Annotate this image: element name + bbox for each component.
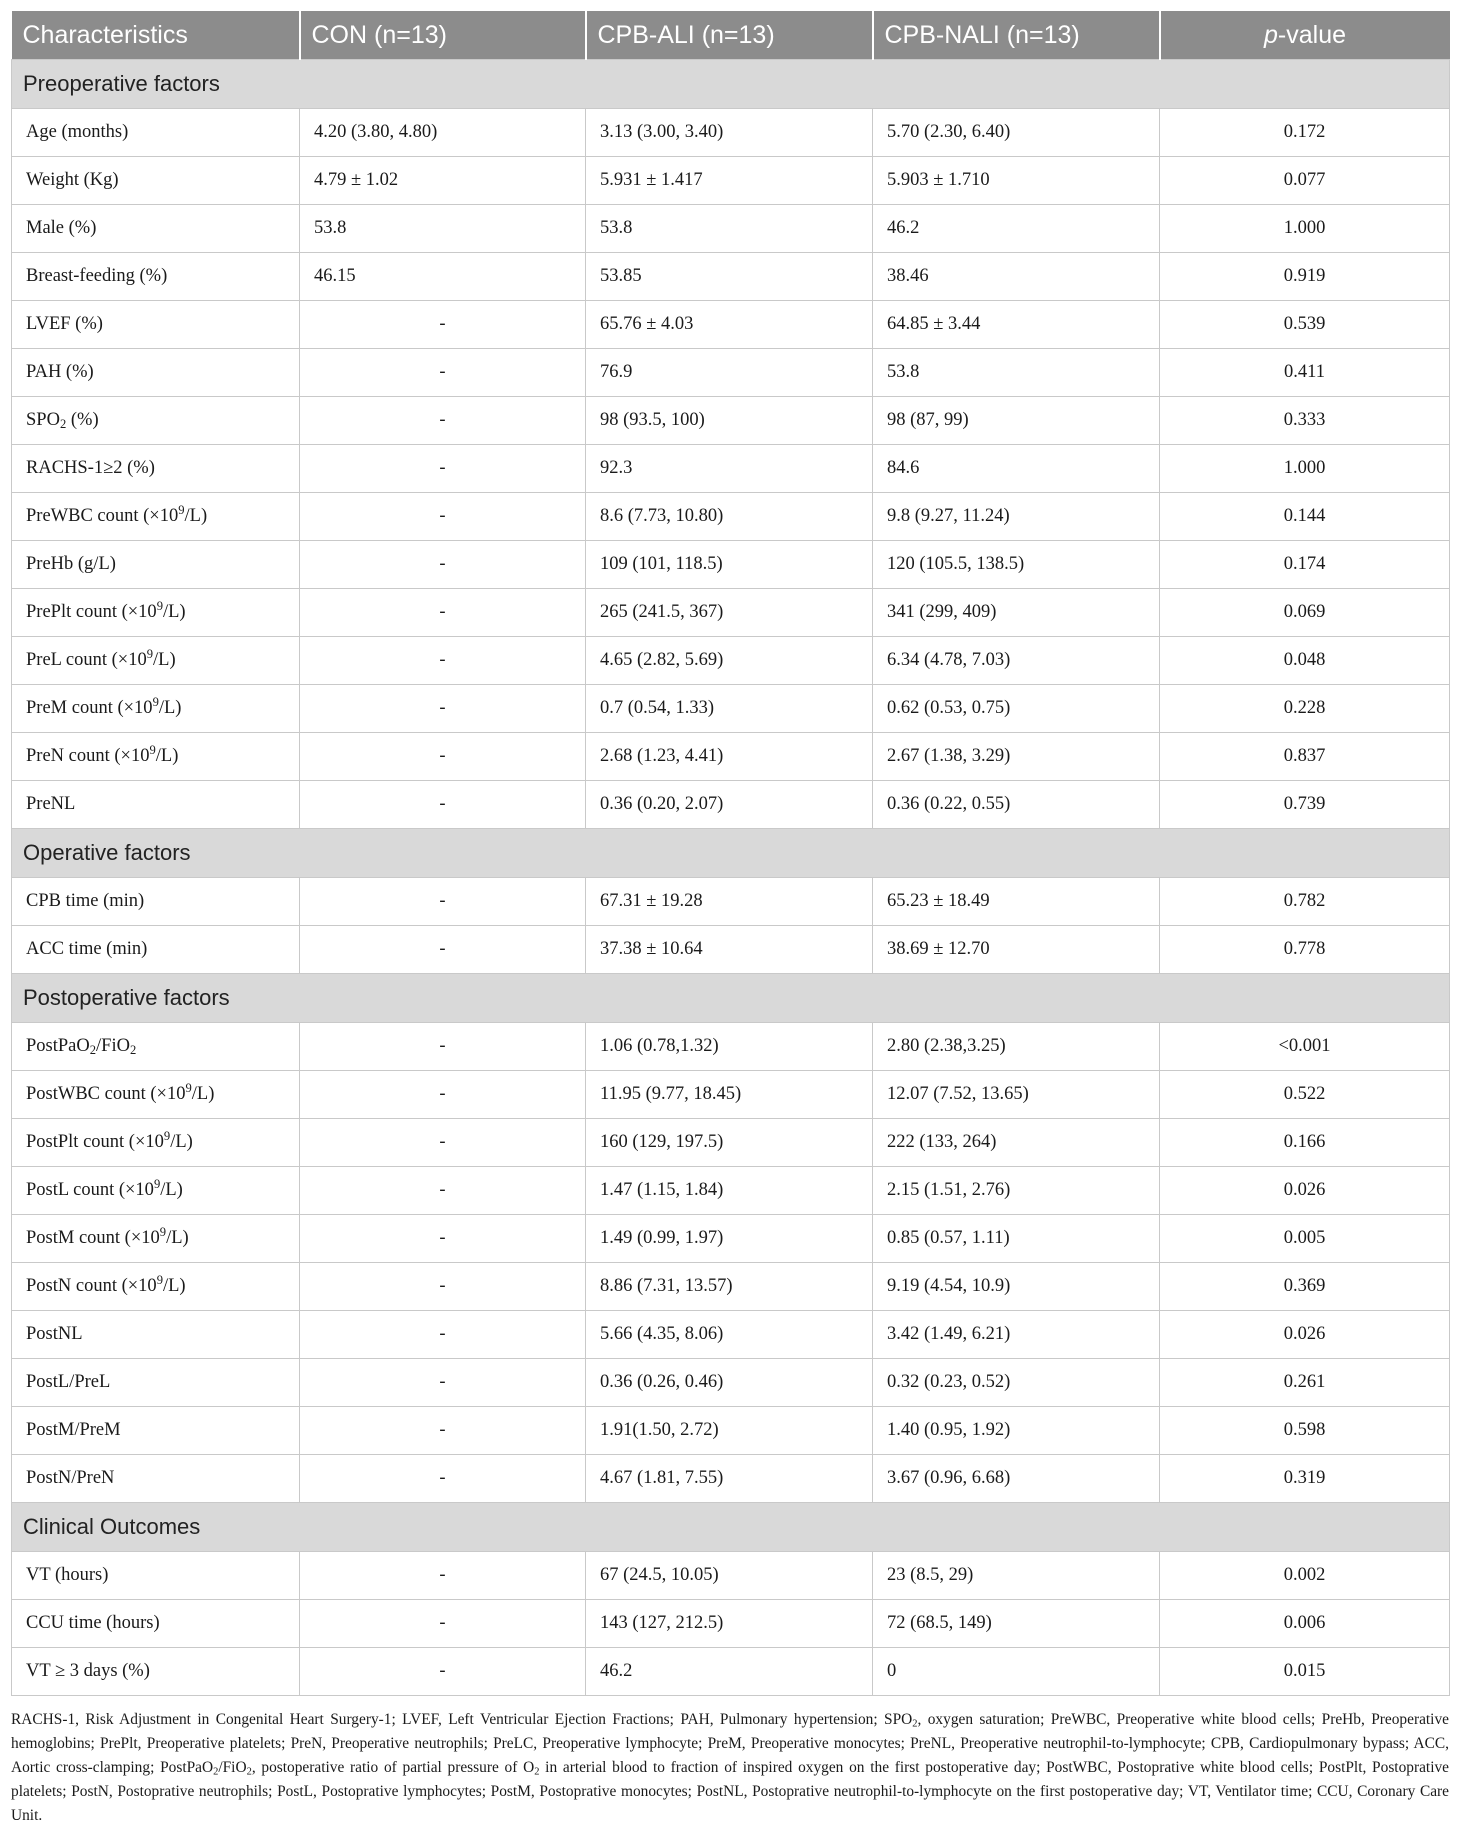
cell-characteristic: PrePlt count $(\times 10^9/L)$	[12, 589, 300, 637]
cell-cpb-ali: 67.31 ± 19.28	[586, 878, 873, 926]
cell-cpb-nali: 341 (299, 409)	[873, 589, 1160, 637]
header-characteristics: Characteristics	[12, 11, 300, 60]
cell-cpb-ali: 46.2	[586, 1648, 873, 1696]
cell-p-value: 0.522	[1160, 1071, 1450, 1119]
table-row	[12, 301, 1450, 349]
cell-cpb-ali: 1.06 (0.78,1.32)	[586, 1023, 873, 1071]
cell-cpb-ali: 5.66 (4.35, 8.06)	[586, 1311, 873, 1359]
table-row	[12, 541, 1450, 589]
table-row	[12, 445, 1450, 493]
header-cpb-ali: CPB-ALI (n=13)	[586, 11, 873, 60]
cell-cpb-nali: 3.42 (1.49, 6.21)	[873, 1311, 1160, 1359]
cell-cpb-nali: 46.2	[873, 205, 1160, 253]
cell-p-value: 0.005	[1160, 1215, 1450, 1263]
cell-cpb-nali: 0.85 (0.57, 1.11)	[873, 1215, 1160, 1263]
table-body	[12, 60, 1450, 1696]
table-row	[12, 1215, 1450, 1263]
cell-cpb-nali: 9.8 (9.27, 11.24)	[873, 493, 1160, 541]
cell-cpb-nali: 2.67 (1.38, 3.29)	[873, 733, 1160, 781]
cell-characteristic: PostNL	[12, 1311, 300, 1359]
section-title: Postoperative factors	[12, 974, 1450, 1023]
cell-con: -	[300, 926, 586, 974]
table-row	[12, 733, 1450, 781]
section-title: Clinical Outcomes	[12, 1503, 1450, 1552]
cell-characteristic: LVEF (%)	[12, 301, 300, 349]
cell-cpb-ali: 8.6 (7.73, 10.80)	[586, 493, 873, 541]
table-row	[12, 781, 1450, 829]
cell-p-value: 0.598	[1160, 1407, 1450, 1455]
cell-characteristic: PreHb (g/L)	[12, 541, 300, 589]
cell-cpb-nali: 3.67 (0.96, 6.68)	[873, 1455, 1160, 1503]
table-row	[12, 878, 1450, 926]
section-row	[12, 974, 1450, 1023]
table-row	[12, 1311, 1450, 1359]
cell-cpb-nali: 98 (87, 99)	[873, 397, 1160, 445]
cell-cpb-nali: 72 (68.5, 149)	[873, 1600, 1160, 1648]
cell-p-value: 1.000	[1160, 205, 1450, 253]
cell-cpb-ali: 76.9	[586, 349, 873, 397]
cell-characteristic: PostL/PreL	[12, 1359, 300, 1407]
header-con: CON (n=13)	[300, 11, 586, 60]
table-row	[12, 1359, 1450, 1407]
cell-cpb-ali: 1.91(1.50, 2.72)	[586, 1407, 873, 1455]
table-container	[11, 11, 1449, 1828]
table-row	[12, 493, 1450, 541]
cell-con: -	[300, 1552, 586, 1600]
cell-characteristic: PostPaO$_2$/FiO$_2$	[12, 1023, 300, 1071]
cell-characteristic: PostWBC count $(\times 10^9/L)$	[12, 1071, 300, 1119]
header-p-italic: p	[1264, 20, 1278, 49]
cell-cpb-ali: 0.36 (0.20, 2.07)	[586, 781, 873, 829]
cell-characteristic: VT (hours)	[12, 1552, 300, 1600]
table-row	[12, 1263, 1450, 1311]
cell-characteristic: PreNL	[12, 781, 300, 829]
cell-p-value: 0.026	[1160, 1167, 1450, 1215]
cell-cpb-ali: 160 (129, 197.5)	[586, 1119, 873, 1167]
table-row	[12, 685, 1450, 733]
cell-cpb-ali: 65.76 ± 4.03	[586, 301, 873, 349]
cell-con: -	[300, 1407, 586, 1455]
cell-p-value: 0.048	[1160, 637, 1450, 685]
cell-characteristic: CPB time (min)	[12, 878, 300, 926]
table-row	[12, 1600, 1450, 1648]
cell-cpb-ali: 0.36 (0.26, 0.46)	[586, 1359, 873, 1407]
cell-characteristic: PreWBC count $(\times 10^9/L)$	[12, 493, 300, 541]
cell-cpb-nali: 6.34 (4.78, 7.03)	[873, 637, 1160, 685]
table-row	[12, 109, 1450, 157]
table-row	[12, 253, 1450, 301]
table-row	[12, 1023, 1450, 1071]
table-row	[12, 1071, 1450, 1119]
table-row	[12, 1648, 1450, 1696]
cell-cpb-ali: 8.86 (7.31, 13.57)	[586, 1263, 873, 1311]
cell-p-value: 0.778	[1160, 926, 1450, 974]
cell-p-value: 0.077	[1160, 157, 1450, 205]
cell-characteristic: VT ≥ 3 days (%)	[12, 1648, 300, 1696]
cell-p-value: 0.174	[1160, 541, 1450, 589]
cell-cpb-ali: 53.8	[586, 205, 873, 253]
cell-con: -	[300, 1311, 586, 1359]
cell-con: -	[300, 1119, 586, 1167]
cell-characteristic: Age (months)	[12, 109, 300, 157]
cell-characteristic: PostM count $(\times 10^9/L)$	[12, 1215, 300, 1263]
cell-con: -	[300, 349, 586, 397]
cell-p-value: 0.166	[1160, 1119, 1450, 1167]
cell-p-value: 0.172	[1160, 109, 1450, 157]
characteristics-table	[11, 11, 1450, 1696]
cell-p-value: 0.002	[1160, 1552, 1450, 1600]
cell-cpb-ali: 109 (101, 118.5)	[586, 541, 873, 589]
table-row	[12, 637, 1450, 685]
cell-characteristic: Weight (Kg)	[12, 157, 300, 205]
cell-cpb-nali: 64.85 ± 3.44	[873, 301, 1160, 349]
cell-p-value: 0.369	[1160, 1263, 1450, 1311]
cell-con: -	[300, 493, 586, 541]
cell-cpb-nali: 2.80 (2.38,3.25)	[873, 1023, 1160, 1071]
cell-cpb-ali: 1.49 (0.99, 1.97)	[586, 1215, 873, 1263]
cell-cpb-ali: 1.47 (1.15, 1.84)	[586, 1167, 873, 1215]
cell-con: 53.8	[300, 205, 586, 253]
cell-cpb-nali: 0.32 (0.23, 0.52)	[873, 1359, 1160, 1407]
cell-cpb-ali: 4.65 (2.82, 5.69)	[586, 637, 873, 685]
table-footnote: RACHS-1, Risk Adjustment in Congenital Heart Surgery-1; LVEF, Left Ventricular Ejection Fractions; PAH, Pulmonary hypertension; $SPO_2$, oxygen saturation; PreWBC, Preoperative white blood cells; PreHb, Preoperative hemoglobins; PrePlt, Preoperative platelets; PreN, Preoperative neutrophils; PreLC, Preoperative lymphocyte; PreM, Preoperative monocytes; PreNL, Preoperative neutrophil-to-lymphocyte; CPB, Cardiopulmonary bypass; ACC, Aortic cross-clamping; PostPaO$_2$/FiO$_2$, postoperative ratio of partial pressure of $O_2$ in arterial blood to fraction of inspired oxygen on the first postoperative day; PostWBC, Postoprative white blood cells; PostPlt, Postoprative platelets; PostN, Postoprative neutrophils; PostL, Postoprative lymphocytes; PostM, Postoprative monocytes; PostNL, Postoprative neutrophil-to-lymphocyte on the first postoperative day; VT, Ventilator time; CCU, Coronary Care Unit.	[11, 1711, 1450, 1824]
cell-characteristic: PreN count $(\times 10^9/L)$	[12, 733, 300, 781]
section-row	[12, 1503, 1450, 1552]
cell-con: -	[300, 1167, 586, 1215]
cell-p-value: 0.261	[1160, 1359, 1450, 1407]
cell-cpb-nali: 1.40 (0.95, 1.92)	[873, 1407, 1160, 1455]
cell-p-value: 0.006	[1160, 1600, 1450, 1648]
cell-cpb-nali: 0.36 (0.22, 0.55)	[873, 781, 1160, 829]
cell-con: 4.79 ± 1.02	[300, 157, 586, 205]
cell-p-value: 0.837	[1160, 733, 1450, 781]
header-row	[12, 11, 1450, 60]
cell-p-value: 0.026	[1160, 1311, 1450, 1359]
header-p-suffix: -value	[1277, 20, 1346, 49]
cell-cpb-nali: 38.46	[873, 253, 1160, 301]
cell-con: -	[300, 781, 586, 829]
cell-con: -	[300, 1359, 586, 1407]
cell-characteristic: PAH (%)	[12, 349, 300, 397]
table-row	[12, 205, 1450, 253]
cell-cpb-nali: 53.8	[873, 349, 1160, 397]
header-cpb-nali: CPB-NALI (n=13)	[873, 11, 1160, 60]
cell-p-value: 0.919	[1160, 253, 1450, 301]
cell-con: -	[300, 878, 586, 926]
cell-cpb-ali: 5.931 ± 1.417	[586, 157, 873, 205]
cell-p-value: 0.144	[1160, 493, 1450, 541]
cell-con: -	[300, 1455, 586, 1503]
cell-con: -	[300, 1648, 586, 1696]
cell-p-value: 0.228	[1160, 685, 1450, 733]
cell-characteristic: ACC time (min)	[12, 926, 300, 974]
cell-cpb-nali: 2.15 (1.51, 2.76)	[873, 1167, 1160, 1215]
cell-con: -	[300, 637, 586, 685]
cell-con: -	[300, 1263, 586, 1311]
cell-cpb-ali: 0.7 (0.54, 1.33)	[586, 685, 873, 733]
cell-con: -	[300, 1023, 586, 1071]
cell-p-value: 0.319	[1160, 1455, 1450, 1503]
cell-p-value: 0.411	[1160, 349, 1450, 397]
table-row	[12, 1167, 1450, 1215]
cell-characteristic: PostPlt count $(\times 10^9/L)$	[12, 1119, 300, 1167]
cell-con: -	[300, 1600, 586, 1648]
cell-con: -	[300, 541, 586, 589]
cell-con: -	[300, 445, 586, 493]
cell-characteristic: CCU time (hours)	[12, 1600, 300, 1648]
cell-con: -	[300, 301, 586, 349]
cell-characteristic: PostM/PreM	[12, 1407, 300, 1455]
cell-cpb-nali: 5.70 (2.30, 6.40)	[873, 109, 1160, 157]
header-p-value	[1160, 11, 1450, 60]
cell-con: -	[300, 1215, 586, 1263]
cell-con: -	[300, 685, 586, 733]
cell-cpb-nali: 222 (133, 264)	[873, 1119, 1160, 1167]
section-row	[12, 60, 1450, 109]
cell-p-value: 0.015	[1160, 1648, 1450, 1696]
cell-p-value: 0.539	[1160, 301, 1450, 349]
section-row	[12, 829, 1450, 878]
table-row	[12, 1455, 1450, 1503]
cell-con: 4.20 (3.80, 4.80)	[300, 109, 586, 157]
cell-cpb-ali: 265 (241.5, 367)	[586, 589, 873, 637]
cell-cpb-ali: 4.67 (1.81, 7.55)	[586, 1455, 873, 1503]
table-row	[12, 1407, 1450, 1455]
cell-cpb-ali: 3.13 (3.00, 3.40)	[586, 109, 873, 157]
cell-cpb-nali: 120 (105.5, 138.5)	[873, 541, 1160, 589]
section-title: Preoperative factors	[12, 60, 1450, 109]
cell-p-value: <0.001	[1160, 1023, 1450, 1071]
cell-p-value: 0.782	[1160, 878, 1450, 926]
cell-characteristic: PreL count $(\times 10^9/L)$	[12, 637, 300, 685]
cell-con: -	[300, 733, 586, 781]
cell-con: -	[300, 397, 586, 445]
cell-cpb-nali: 12.07 (7.52, 13.65)	[873, 1071, 1160, 1119]
cell-cpb-ali: 143 (127, 212.5)	[586, 1600, 873, 1648]
cell-cpb-nali: 84.6	[873, 445, 1160, 493]
cell-cpb-ali: 98 (93.5, 100)	[586, 397, 873, 445]
cell-characteristic: PreM count $(\times 10^9/L)$	[12, 685, 300, 733]
table-row	[12, 1119, 1450, 1167]
cell-con: 46.15	[300, 253, 586, 301]
cell-cpb-ali: 2.68 (1.23, 4.41)	[586, 733, 873, 781]
section-title: Operative factors	[12, 829, 1450, 878]
cell-p-value: 0.739	[1160, 781, 1450, 829]
cell-cpb-nali: 23 (8.5, 29)	[873, 1552, 1160, 1600]
table-row	[12, 1552, 1450, 1600]
cell-cpb-ali: 67 (24.5, 10.05)	[586, 1552, 873, 1600]
cell-con: -	[300, 1071, 586, 1119]
cell-characteristic: RACHS-1≥2 (%)	[12, 445, 300, 493]
table-row	[12, 589, 1450, 637]
cell-characteristic: PostL count $(\times 10^9/L)$	[12, 1167, 300, 1215]
cell-characteristic: Breast-feeding (%)	[12, 253, 300, 301]
table-row	[12, 157, 1450, 205]
cell-cpb-nali: 5.903 ± 1.710	[873, 157, 1160, 205]
cell-p-value: 1.000	[1160, 445, 1450, 493]
cell-characteristic: $SPO_2$ (%)	[12, 397, 300, 445]
cell-cpb-ali: 11.95 (9.77, 18.45)	[586, 1071, 873, 1119]
cell-cpb-nali: 9.19 (4.54, 10.9)	[873, 1263, 1160, 1311]
cell-cpb-ali: 53.85	[586, 253, 873, 301]
cell-cpb-nali: 38.69 ± 12.70	[873, 926, 1160, 974]
cell-cpb-nali: 65.23 ± 18.49	[873, 878, 1160, 926]
cell-cpb-nali: 0	[873, 1648, 1160, 1696]
cell-characteristic: Male (%)	[12, 205, 300, 253]
cell-cpb-nali: 0.62 (0.53, 0.75)	[873, 685, 1160, 733]
cell-p-value: 0.333	[1160, 397, 1450, 445]
table-row	[12, 349, 1450, 397]
table-row	[12, 397, 1450, 445]
cell-cpb-ali: 37.38 ± 10.64	[586, 926, 873, 974]
cell-cpb-ali: 92.3	[586, 445, 873, 493]
cell-characteristic: PostN count $(\times 10^9/L)$	[12, 1263, 300, 1311]
cell-con: -	[300, 589, 586, 637]
cell-characteristic: PostN/PreN	[12, 1455, 300, 1503]
table-row	[12, 926, 1450, 974]
cell-p-value: 0.069	[1160, 589, 1450, 637]
